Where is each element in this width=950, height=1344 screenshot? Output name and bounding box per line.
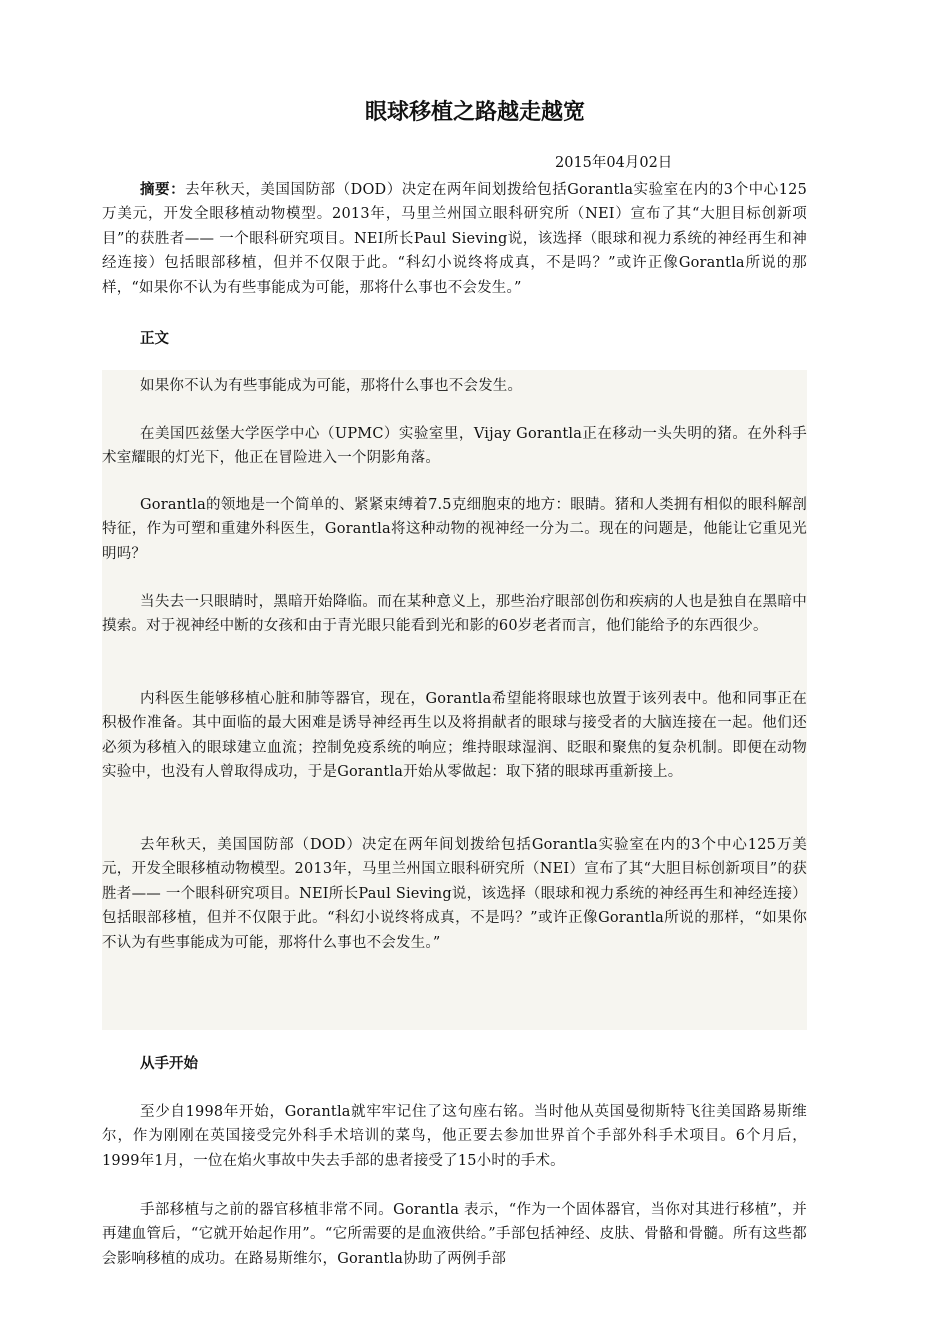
paragraph: 内科医生能够移植心脏和肺等器官，现在，Gorantla希望能将眼球也放置于该列表中。他和同事正在积极作准备。其中面临的最大困难是诱导神经再生以及将捐献者的眼球与接受者的大脑连接在一起。他们还必须为移植入的眼球建立血流；控制免疫系统的响应；维持眼球湿润、眨眼和聚焦的复杂机制。即便在动物实验中，也没有人曾取得成功，于是Gorantla开始从零做起：取下猪的眼球再重新接上。: [102, 691, 807, 781]
paragraph: Gorantla的领地是一个简单的、紧紧束缚着7.5克细胞束的地方：眼睛。猪和人类拥有相似的眼科解剖特征，作为可塑和重建外科医生，Gorantla将这种动物的视神经一分为二。现在的问题是，他能让它重见光明吗？: [102, 497, 807, 562]
paragraph: 在美国匹兹堡大学医学中心（UPMC）实验室里，Vijay Gorantla正在移动一头失明的猪。在外科手术室耀眼的灯光下，他正在冒险进入一个阴影角落。: [102, 426, 807, 467]
publish-date: 2015年04月02日: [555, 155, 673, 171]
section-paragraph: 手部移植与之前的器官移植非常不同。Gorantla 表示，“作为一个固体器官，当你对其进行移植”，并再建血管后，“它就开始起作用”。“它所需要的是血液供给。”手部包括神经、皮肤、骨骼和骨髓。所有这些都会影响移植的成功。在路易斯维尔，Gorantla协助了两例手部: [102, 1202, 807, 1267]
abstract-text: 去年秋天，美国国防部（DOD）决定在两年间划拨给包括Gorantla实验室在内的3个中心125万美元，开发全眼移植动物模型。2013年，马里兰州国立眼科研究所（NEI）宣布了其“大胆目标创新项目”的获胜者—— 一个眼科研究项目。NEI所长Paul Sieving说，该选择（眼球和视力系统的神经再生和神经连接）包括眼部移植，但并不仅限于此。“科幻小说终将成真，不是吗？”或许正像Gorantla所说的那样，“如果你不认为有些事能成为可能，那将什么事也不会发生。”: [102, 182, 807, 296]
paragraph: 去年秋天，美国国防部（DOD）决定在两年间划拨给包括Gorantla实验室在内的3个中心125万美元，开发全眼移植动物模型。2013年，马里兰州国立眼科研究所（NEI）宣布了其“大胆目标创新项目”的获胜者—— 一个眼科研究项目。NEI所长Paul Sieving说，该选择（眼球和视力系统的神经再生和神经连接）包括眼部移植，但并不仅限于此。“科幻小说终将成真，不是吗？”或许正像Gorantla所说的那样，“如果你不认为有些事能成为可能，那将什么事也不会发生。”: [102, 837, 807, 951]
paragraph: 当失去一只眼睛时，黑暗开始降临。而在某种意义上，那些治疗眼部创伤和疾病的人也是独自在黑暗中摸索。对于视神经中断的女孩和由于青光眼只能看到光和影的60岁老者而言，他们能给予的东西很少。: [102, 594, 807, 635]
paragraph: 如果你不认为有些事能成为可能，那将什么事也不会发生。: [140, 378, 523, 394]
body-heading: 正文: [140, 331, 169, 347]
document-title: 眼球移植之路越走越宽: [364, 100, 585, 125]
section-heading: 从手开始: [140, 1056, 198, 1072]
section-paragraph: 至少自1998年开始，Gorantla就牢牢记住了这句座右铭。当时他从英国曼彻斯特飞往美国路易斯维尔，作为刚刚在英国接受完外科手术培训的菜鸟，他正要去参加世界首个手部外科手术项目。6个月后，1999年1月，一位在焰火事故中失去手部的患者接受了15小时的手术。: [102, 1104, 807, 1169]
abstract: [102, 178, 807, 300]
abstract-label: 摘要：: [140, 182, 186, 198]
